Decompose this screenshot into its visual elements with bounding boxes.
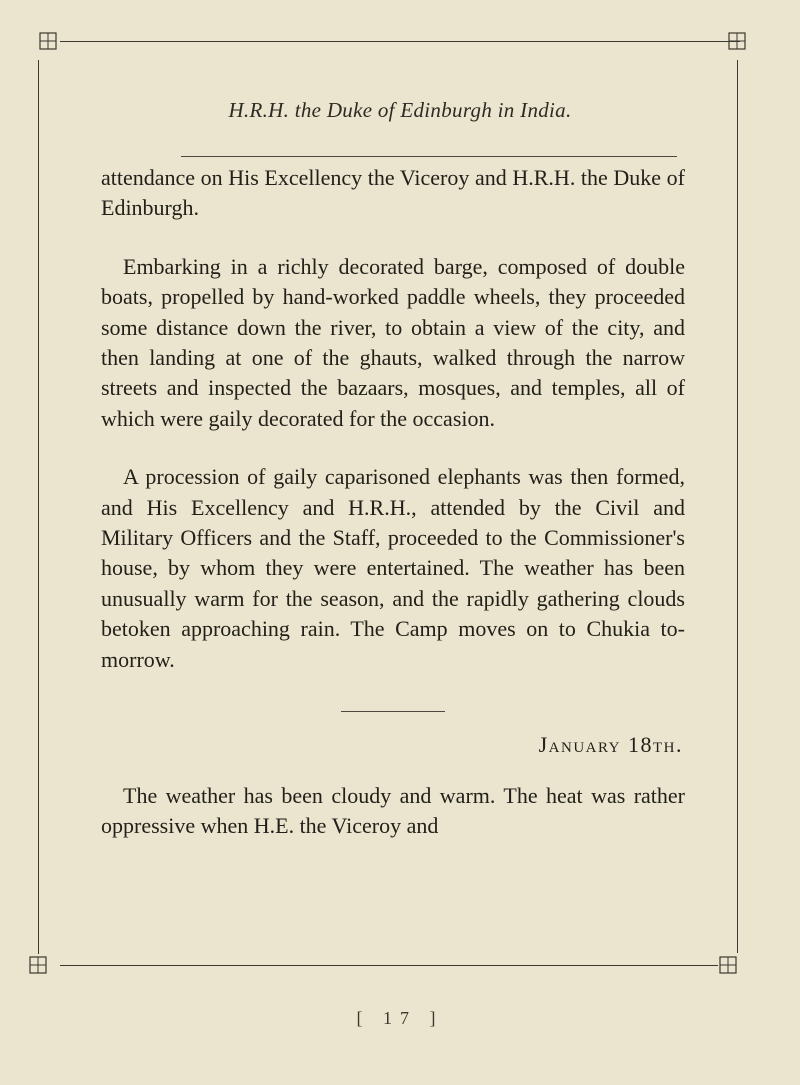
frame-corner-ornament-top-right (727, 31, 749, 53)
running-header: H.R.H. the Duke of Edinburgh in India. (228, 98, 572, 122)
header-rule (181, 156, 677, 157)
paragraph-procession: A procession of gaily caparisoned elephants was then formed, and His Excellency and H.R.H., attended by the Civil and Military Officers and the Staff, proceeded to the Commissioner's house, by whom they were entertained. The weather has been unusually warm for the season, and the rapidly gathering clouds betoken approaching rain. The Camp moves on to Chukia to-morrow. (101, 464, 685, 672)
paragraph-weather: The weather has been cloudy and warm. The heat was rather oppressive when H.E. the Viceroy and (101, 782, 685, 838)
body-text (101, 163, 685, 841)
frame-top-rule (60, 41, 740, 42)
frame-left-rule (38, 60, 39, 954)
frame-corner-ornament-bottom-left (28, 955, 50, 977)
paragraph-embarking: Embarking in a richly decorated barge, composed of double boats, propelled by hand-worked paddle wheels, they proceeded some distance down the river, to obtain a view of the city, and then landing at one of the ghauts, walked through the narrow streets and inspected the bazaars, mosques, and temples, all of which were gaily decorated for the occasion. (101, 253, 685, 431)
frame-corner-ornament-top-left (38, 31, 60, 53)
date-heading: January 18th. (538, 732, 683, 758)
section-divider (341, 711, 445, 712)
frame-right-rule (737, 60, 738, 953)
page-number: [ 17 ] (356, 1008, 444, 1028)
frame-bottom-rule (60, 965, 718, 966)
paragraph-continuation: attendance on His Excellency the Viceroy and H.R.H. the Duke of Edinburgh. (101, 165, 685, 221)
frame-corner-ornament-bottom-right (718, 955, 740, 977)
